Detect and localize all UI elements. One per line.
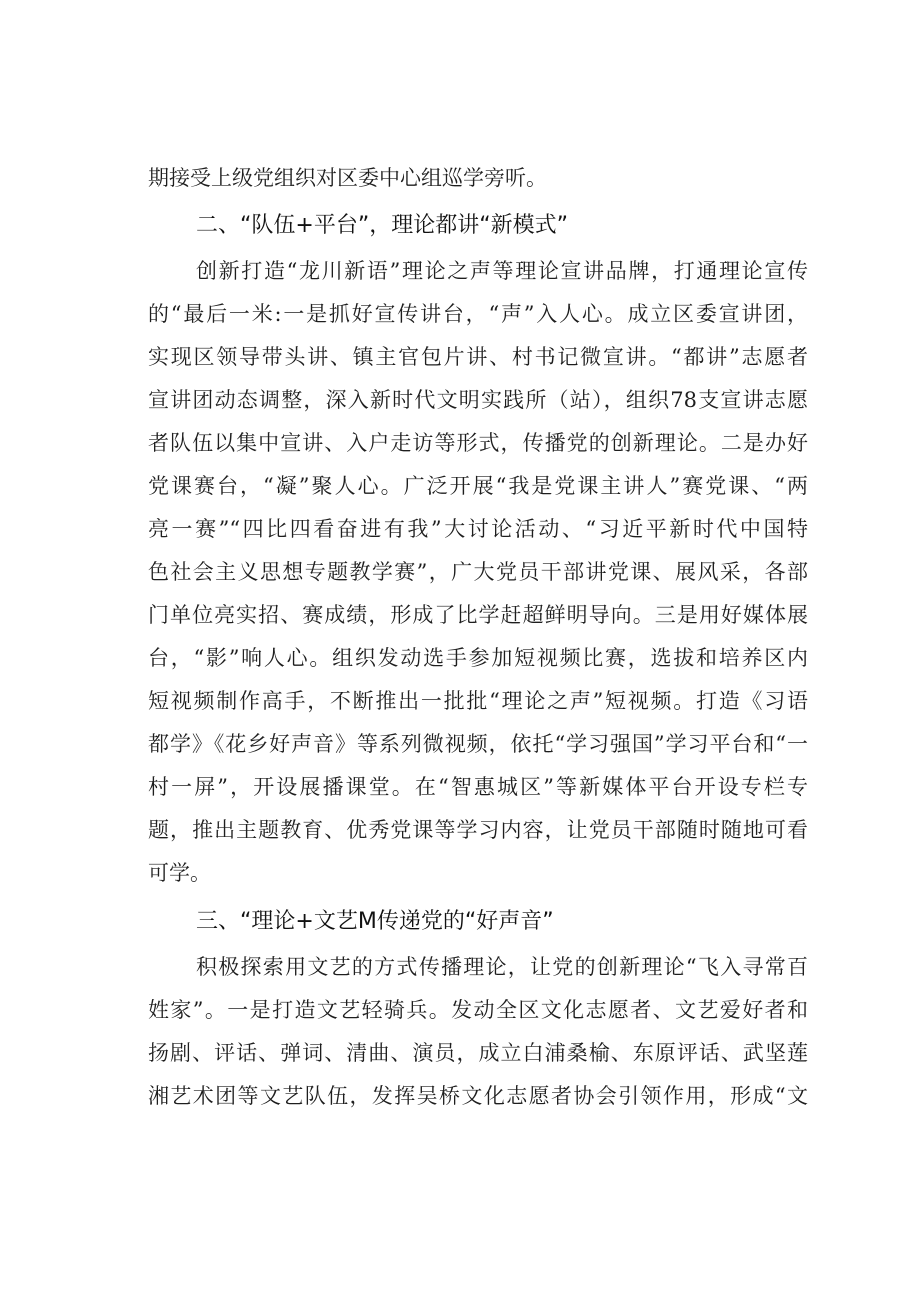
paragraph-line: 者队伍以集中宣讲、入户走访等形式，传播党的创新理论。二是办好 — [148, 431, 808, 455]
paragraph-line: 宣讲团动态调整，深入新时代文明实践所（站），组织78支宣讲志愿 — [148, 388, 808, 412]
paragraph-line: 期接受上级党组织对区委中心组巡学旁听。 — [148, 166, 547, 190]
paragraph-line: 都学》《花乡好声音》等系列微视频，依托“学习强国”学习平台和“一 — [148, 732, 808, 756]
paragraph-line: 实现区领导带头讲、镇主官包片讲、村书记微宣讲。“都讲”志愿者 — [148, 345, 808, 369]
paragraph-line: 党课赛台，“凝”聚人心。广泛开展“我是党课主讲人”赛党课、“两 — [148, 474, 808, 498]
paragraph-line: 积极探索用文艺的方式传播理论，让党的创新理论“飞入寻常百 — [196, 955, 808, 979]
paragraph-line: 创新打造“龙川新语”理论之声等理论宣讲品牌，打通理论宣传 — [196, 259, 808, 283]
paragraph-line: 亮一赛”“四比四看奋进有我”大讨论活动、“习近平新时代中国特 — [148, 517, 808, 541]
paragraph-line: 可学。 — [148, 861, 211, 885]
paragraph-line: 色社会主义思想专题教学赛”，广大党员干部讲党课、展风采，各部 — [148, 560, 808, 584]
paragraph-line: 台，“影”响人心。组织发动选手参加短视频比赛，选拔和培养区内 — [148, 646, 808, 670]
section-heading-2: 二、“队伍+平台”，理论都讲“新模式” — [196, 213, 569, 238]
section-heading-3: 三、“理论+文艺M传递党的“好声音” — [196, 909, 554, 934]
paragraph-line: 的“最后一米:一是抓好宣传讲台，“声”入人心。成立区委宣讲团， — [148, 302, 808, 326]
paragraph-line: 短视频制作高手，不断推出一批批“理论之声”短视频。打造《习语 — [148, 689, 808, 713]
paragraph-line: 扬剧、评话、弹词、清曲、演员，成立白浦桑榆、东原评话、武坚莲 — [148, 1041, 808, 1065]
paragraph-line: 姓家”。一是打造文艺轻骑兵。发动全区文化志愿者、文艺爱好者和 — [148, 998, 808, 1022]
paragraph-line: 村一屏”，开设展播课堂。在“智惠城区”等新媒体平台开设专栏专 — [148, 775, 808, 799]
paragraph-line: 湘艺术团等文艺队伍，发挥吴桥文化志愿者协会引领作用，形成“文 — [148, 1084, 808, 1108]
paragraph-line: 题，推出主题教育、优秀党课等学习内容，让党员干部随时随地可看 — [148, 818, 808, 842]
paragraph-line: 门单位亮实招、赛成绩，形成了比学赶超鲜明导向。三是用好媒体展 — [148, 603, 808, 627]
